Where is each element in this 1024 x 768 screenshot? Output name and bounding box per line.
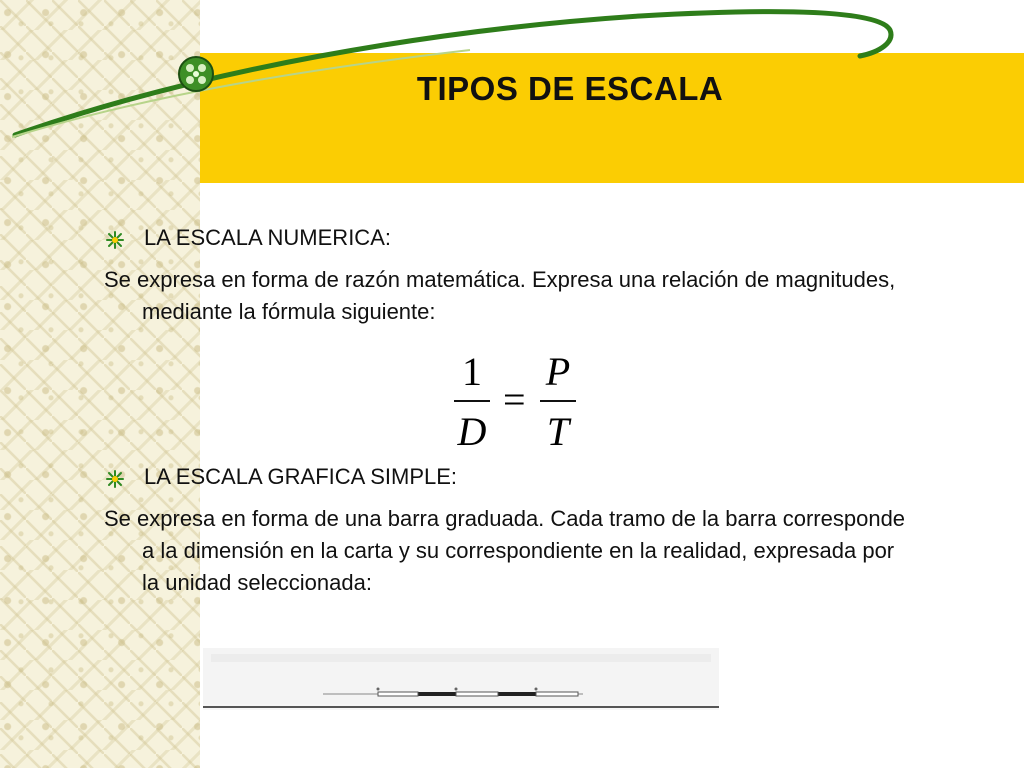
fraction-bar — [454, 400, 490, 402]
fraction-denominator: T — [546, 409, 570, 454]
scale-formula — [452, 348, 592, 458]
paragraph-numerica — [104, 264, 964, 328]
paragraph-line: la unidad seleccionada: — [142, 570, 372, 595]
fraction-numerator: 1 — [462, 349, 482, 394]
scale-baseline — [203, 706, 719, 708]
graduated-bar-graphic — [203, 648, 719, 710]
star-burst-bullet-icon — [104, 229, 126, 251]
paragraph-line: Se expresa en forma de una barra graduada. Cada tramo de la barra corresponde — [104, 506, 906, 531]
fraction-denominator: D — [457, 409, 487, 454]
slide-title: TIPOS DE ESCALA — [416, 70, 724, 107]
equals-sign: = — [503, 377, 526, 422]
fraction-numerator: P — [545, 349, 571, 394]
section-heading-grafica: LA ESCALA GRAFICA SIMPLE: — [144, 464, 458, 489]
paragraph-line: mediante la fórmula siguiente: — [142, 299, 436, 324]
paragraph-grafica — [104, 503, 964, 599]
paragraph-line: a la dimensión en la carta y su correspondiente en la realidad, expresada por — [142, 538, 895, 563]
section-heading-numerica: LA ESCALA NUMERICA: — [144, 225, 391, 250]
green-orb-icon — [179, 57, 213, 91]
star-burst-bullet-icon — [104, 468, 126, 490]
graphic-scale-image — [203, 648, 719, 710]
paragraph-line: Se expresa en forma de razón matemática. Expresa una relación de magnitudes, — [104, 267, 896, 292]
fraction-bar — [540, 400, 576, 402]
